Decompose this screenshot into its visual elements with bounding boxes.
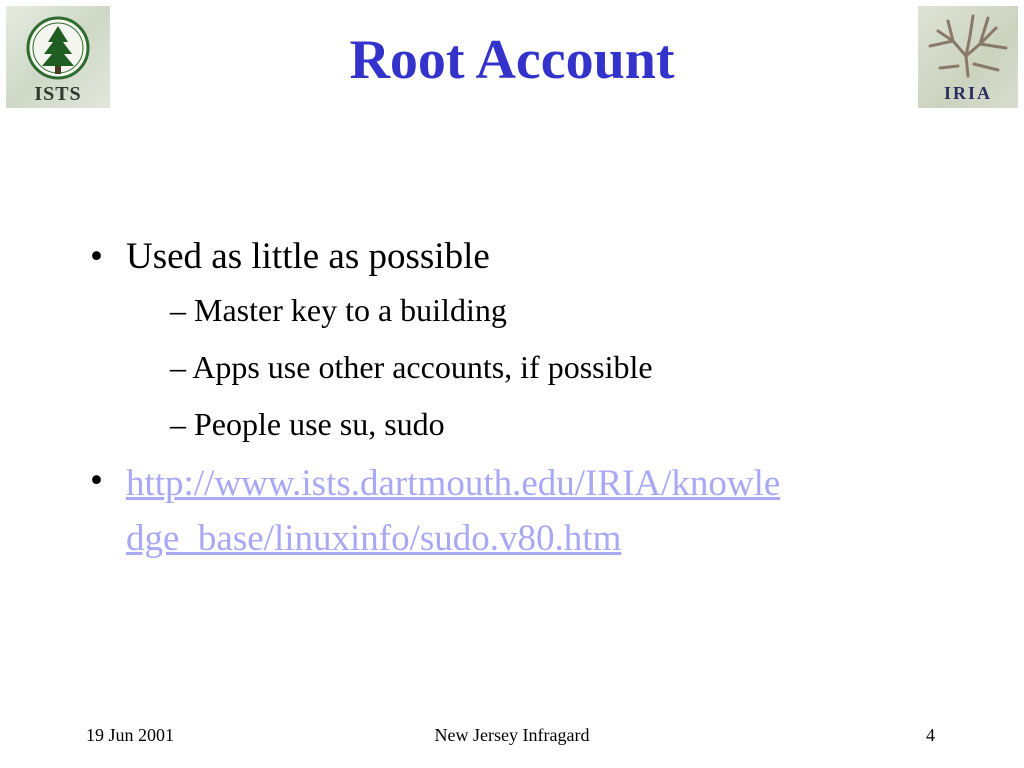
slide-content xyxy=(90,232,950,566)
footer-date: 19 Jun 2001 xyxy=(86,725,175,745)
page-number: 4 xyxy=(926,725,935,745)
sub-bullet-item xyxy=(90,292,950,328)
sub-bullet-dash: – xyxy=(170,406,194,442)
link-line-2[interactable]: dge_base/linuxinfo/sudo.v80.htm xyxy=(126,518,622,559)
sub-bullet-item xyxy=(90,406,950,442)
sudo-doc-link[interactable] xyxy=(126,456,950,566)
footer-title: New Jersey Infragard xyxy=(434,725,590,745)
ists-logo-text: ISTS xyxy=(34,83,82,105)
bullet-text: Used as little as possible xyxy=(126,236,490,277)
link-line-1[interactable]: http://www.ists.dartmouth.edu/IRIA/knowle xyxy=(126,463,781,504)
sub-bullet-dash: – xyxy=(170,349,193,385)
sub-bullet-text: People use su, sudo xyxy=(194,406,445,442)
bullet-item xyxy=(90,232,950,282)
slide-title: Root Account xyxy=(349,29,675,91)
sub-bullet-text: Apps use other accounts, if possible xyxy=(192,349,653,385)
sub-bullet-item xyxy=(90,349,950,385)
iria-logo-text: IRIA xyxy=(943,83,992,103)
sub-bullet-text: Master key to a building xyxy=(194,292,507,328)
bullet-marker: • xyxy=(90,460,103,501)
sub-bullet-dash: – xyxy=(170,292,194,328)
bullet-marker: • xyxy=(90,236,103,277)
link-bullet-item xyxy=(90,456,950,566)
